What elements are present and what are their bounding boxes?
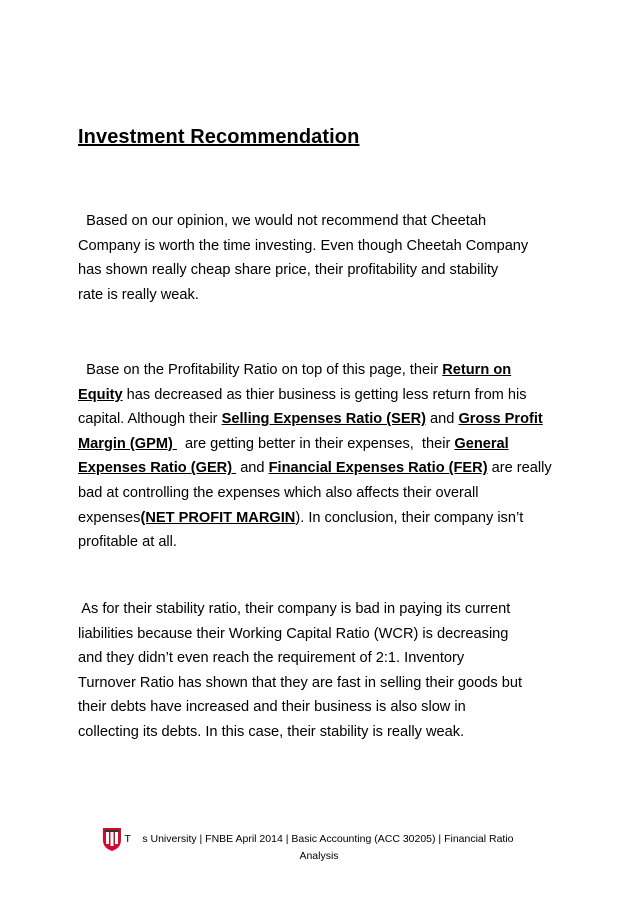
- term-general-expenses-ratio: General: [454, 435, 509, 452]
- paragraph-2-line: profitable at all.: [78, 534, 177, 551]
- paragraph-2-line: [78, 456, 552, 481]
- page-footer: [82, 831, 556, 865]
- paragraph-1-line: rate is really weak.: [78, 286, 199, 303]
- paragraph-2-line: [78, 432, 548, 457]
- paragraph-3-line: collecting its debts. In this case, their stability is really weak.: [78, 723, 465, 740]
- text-segment: are really: [487, 460, 552, 477]
- term-financial-expenses-ratio: Financial Expenses Ratio (FER): [268, 460, 488, 477]
- term-gross-profit-margin: Gross Profit: [458, 411, 543, 428]
- term-return-on-equity: Equity: [78, 386, 123, 403]
- paragraph-1: [78, 209, 548, 307]
- paragraph-3-line: their debts have increased and their business is also slow in: [78, 699, 466, 716]
- paragraph-2-line: [78, 506, 548, 531]
- paragraph-1-line: Based on our opinion, we would not recommend that Cheetah: [78, 213, 487, 229]
- text-segment: Base on the Profitability Ratio on top of this page, their: [78, 362, 443, 378]
- footer-line: Analysis: [299, 850, 339, 862]
- text-segment: expenses: [78, 509, 141, 526]
- text-segment: has decreased as thier business is getting less return from his: [122, 386, 527, 403]
- text-segment: and: [425, 411, 459, 428]
- text-segment: ). In conclusion, their company isn’t: [295, 509, 524, 526]
- paragraph-2-line: bad at controlling the expenses which also affects their overall: [78, 484, 479, 501]
- text-segment: are getting better in their expenses, their: [176, 435, 455, 452]
- term-net-profit-margin: (NET PROFIT MARGIN: [140, 509, 296, 526]
- paragraph-2-line: [78, 358, 548, 383]
- term-selling-expenses-ratio: Selling Expenses Ratio (SER): [221, 411, 426, 428]
- paragraph-2-line: [78, 407, 548, 432]
- paragraph-3-line: As for their stability ratio, their company is bad in paying its current: [78, 601, 511, 617]
- page-heading: Investment Recommendation: [78, 126, 360, 148]
- paragraph-3-line: and they didn’t even reach the requirement of 2:1. Inventory: [78, 650, 465, 667]
- paragraph-3-line: liabilities because their Working Capital Ratio (WCR) is decreasing: [78, 625, 509, 642]
- paragraph-1-line: Company is worth the time investing. Even though Cheetah Company: [78, 237, 529, 254]
- term-general-expenses-ratio: Expenses Ratio (GER): [78, 460, 237, 477]
- paragraph-2: [78, 358, 552, 555]
- text-segment: capital. Although their: [78, 411, 222, 428]
- paragraph-1-line: has shown really cheap share price, their profitability and stability: [78, 262, 499, 279]
- term-return-on-equity: Return on: [442, 362, 512, 378]
- text-segment: and: [236, 460, 269, 477]
- paragraph-3: [78, 597, 548, 745]
- paragraph-3-line: Turnover Ratio has shown that they are fast in selling their goods but: [78, 674, 523, 691]
- paragraph-2-line: [78, 383, 548, 408]
- footer-line: T s University | FNBE April 2014 | Basic Accounting (ACC 30205) | Financial Ratio: [124, 833, 514, 845]
- term-gross-profit-margin: Margin (GPM): [78, 435, 177, 452]
